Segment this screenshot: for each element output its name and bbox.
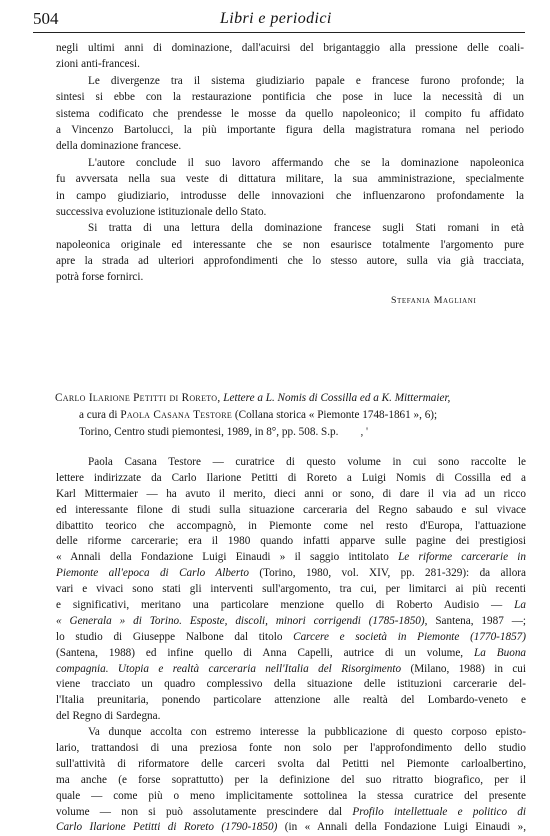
text-fragment: Le riforme carcerarie in [398, 551, 527, 564]
review-2-text [56, 455, 526, 836]
text-line: L'autore conclude il suo lavoro affermando che se la dominazione napoleonica [88, 156, 524, 169]
text-line: lario, trattandosi di una preziosa fonte non solo per l'approfondimento dello studio [56, 742, 526, 755]
text-line: Le divergenze tra il sistema giudiziario papale e francese furono profonde; la [88, 74, 524, 87]
text-fragment: Carcere e società in Piemonte (1770-1857) [293, 630, 526, 643]
text-line: ma anche (e forse soprattutto) per la definizione del suo ritratto biografico, per il [56, 773, 526, 786]
text-fragment: volume — non si può assolutamente prescindere dal [56, 805, 343, 818]
text-fragment: compagnia. Utopia e realtà carceraria nell'Italia del Risorgimento [56, 662, 402, 675]
text-line [56, 805, 526, 821]
text-line: della dominazione francese. [56, 140, 182, 153]
text-line: Karl Mittermaier — ha avuto il merito, dieci anni or sono, di dare il via ad un ricco [56, 487, 526, 500]
text-line: sintesi si ebbe con la restaurazione pontificia che pose in luce la necessità di un [56, 91, 524, 104]
text-fragment: , Santena, 1987 —; [424, 614, 526, 627]
text-line [56, 630, 526, 646]
text-line: negli ultimi anni di dominazione, dall'acuirsi del brigantaggio alla pressione delle coali- [56, 42, 524, 54]
review-1-text [56, 40, 524, 286]
citation-editor: Paola Casana Testore [120, 409, 233, 421]
text-line [56, 598, 526, 614]
text-line: a Vincenzo Bartolucci, la più importante figura della magistratura romana nel periodo [56, 123, 524, 136]
text-line: successiva evoluzione istituzionale dello Stato. [56, 205, 267, 218]
citation-marks: , ' [360, 426, 369, 438]
text-line: Va dunque accolta con estremo interesse la pubblicazione di questo corposo episto- [88, 726, 526, 739]
text-line: apre la strada ad ulteriori approfondimenti che lo stesso autore, sulla via già tracciata, [56, 255, 524, 268]
text-line: Si tratta di una lettura della dominazione francese sugli Stati romani in età [88, 222, 524, 235]
text-line: viene tracciato un quadro complessivo della situazione delle istituzioni carcerarie del- [56, 678, 526, 691]
running-title: Libri e periodici [220, 10, 332, 27]
text-fragment: La [514, 599, 526, 612]
text-line: napoleonica originale ed interessante che se non esaurisce totalmente l'argomento pure [56, 238, 524, 251]
page-header [33, 8, 525, 33]
text-line: Paola Casana Testore — curatrice di questo volume in cui sono raccolte le [88, 456, 526, 468]
text-fragment: e significativi, meritano una particolare menzione quello di Roberto Audisio — [56, 599, 503, 612]
citation-prefix: a cura di [79, 409, 118, 421]
text-line: quale — come più o meno implicitamente sottolinea la stessa curatrice del presente [56, 789, 526, 802]
text-line: l'Italia preunitaria, ponendo particolare attenzione alle realtà del Lombardo-veneto e [56, 694, 526, 707]
text-line [56, 820, 526, 836]
text-line: sistema codificato che prendesse le mosse da quello napoleonico; il compito fu affidato [56, 107, 524, 120]
text-fragment: lo studio di Giuseppe Nalbone dal titolo [56, 630, 283, 643]
text-line [56, 550, 526, 566]
text-line: lettere indirizzate da Carlo Ilarione Petitti di Roreto a Luigi Nomis di Cossilla ed a [56, 471, 526, 484]
text-fragment: (Santena, 1988) ed infine quello di Anna Capelli, autrice di un volume, [56, 646, 464, 659]
text-fragment: (Torino, 1980, vol. XIV, pp. 281-329): da allora [259, 567, 526, 580]
text-line: potrà forse fornirci. [56, 271, 144, 284]
citation-line [55, 390, 525, 407]
text-fragment: (Milano, 1988) in cui [410, 662, 526, 675]
citation-title: Lettere a L. Nomis di Cossilla ed a K. Mittermaier, [223, 392, 451, 404]
text-line: fu avversata nella sua veste di dittatura militare, la sua amministrazione, specialmente [56, 173, 524, 186]
citation-line [55, 424, 525, 441]
citation-series: (Collana storica « Piemonte 1748-1861 », 6); [234, 409, 438, 421]
text-line: del Regno di Sardegna. [56, 710, 161, 723]
page-number: 504 [33, 9, 59, 28]
text-line: delle riforme carcerarie; era il 1980 quando infatti apparve sulle pagine dei prestigiosi [56, 535, 526, 548]
text-fragment: « Generala » di Torino. Esposte, discoli, minori corrigendi (1785-1850) [56, 614, 425, 627]
text-line: dibattito teorico che accompagnò, in Piemonte come nel resto d'Europa, l'attuazione [56, 519, 526, 532]
text-fragment: (in « Annali della Fondazione Luigi Einaudi », [284, 821, 527, 834]
text-line: zioni anti-francesi. [56, 58, 140, 71]
text-fragment: Piemonte all'epoca di Carlo Alberto [56, 567, 249, 580]
text-fragment: La Buona [474, 646, 527, 659]
citation-author: Carlo Ilarione Petitti di Roreto, [55, 392, 221, 404]
text-line: ed interessante filone di studi sulla situazione carceraria del Regno sabaudo e sul vivace [56, 503, 526, 516]
text-line [56, 662, 526, 678]
review-signature: Stefania Magliani [391, 295, 477, 306]
text-line [56, 646, 526, 662]
text-line [56, 614, 526, 630]
text-line [56, 566, 526, 582]
book-citation [55, 390, 525, 441]
text-fragment: Carlo Ilarione Petitti di Roreto (1790-1850) [56, 821, 278, 834]
text-fragment: Profilo intellettuale e politico di [352, 805, 527, 818]
text-line: vari e vivaci sono stati gli interventi sull'argomento, tra cui, per limitarci ai più recenti [56, 583, 526, 596]
text-line: in campo giudiziario, introdusse delle innovazioni che influenzarono profondamente la [56, 189, 524, 202]
text-line: sull'attività di riformatore delle carceri svolta dal Petitti nel Piemonte carloalbertino, [56, 757, 526, 770]
citation-publication: Torino, Centro studi piemontesi, 1989, in 8°, pp. 508. S.p. [79, 426, 339, 438]
citation-line [55, 407, 525, 424]
text-fragment: « Annali della Fondazione Luigi Einaudi » il saggio intitolato [56, 551, 389, 564]
